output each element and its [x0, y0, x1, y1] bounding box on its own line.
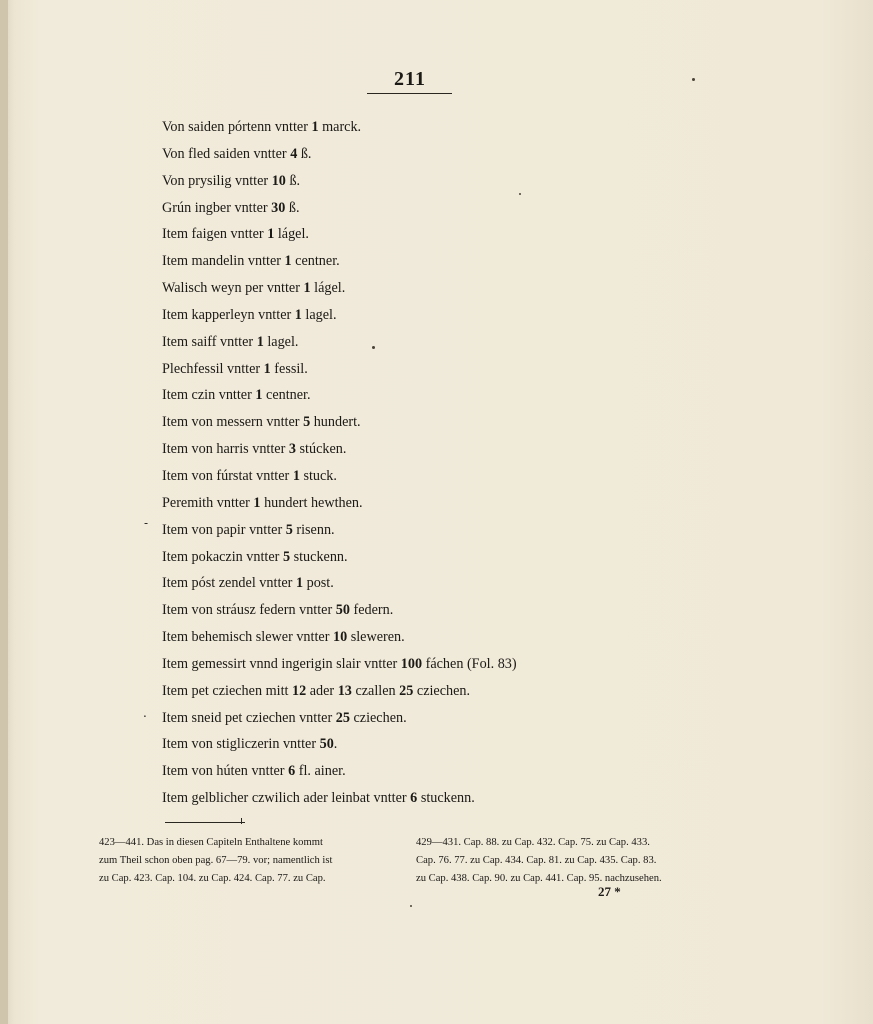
entry-text: lagel.	[263, 333, 299, 350]
entry-text: post.	[303, 575, 334, 592]
entry-text: hundert hewthen.	[260, 494, 363, 511]
entry-text: stuckenn.	[417, 790, 475, 807]
tariff-entry	[162, 597, 802, 624]
tariff-entry	[162, 329, 802, 356]
entry-text: cziechen.	[413, 682, 471, 699]
entry-text: lágel.	[274, 226, 309, 243]
entry-quantity: 1	[294, 306, 302, 323]
entry-text: Item gelblicher czwilich ader leinbat vntter	[162, 790, 411, 807]
entry-text: Item czin vntter	[162, 387, 256, 404]
tariff-list	[162, 114, 802, 812]
entry-text: Plechfessil vntter	[162, 360, 264, 377]
tariff-entry	[162, 302, 802, 329]
margin-dot-mark: .	[143, 706, 147, 720]
entry-text: hundert.	[310, 414, 361, 431]
tariff-entry	[162, 678, 802, 705]
paper-speck	[410, 905, 412, 907]
entry-text: Item sneid pet cziechen vntter	[162, 709, 336, 726]
entry-text: Item von húten vntter	[162, 763, 289, 780]
tariff-entry	[162, 517, 802, 544]
tariff-entry	[162, 141, 802, 168]
entry-quantity: 50	[319, 736, 334, 753]
entry-text: risenn.	[292, 521, 335, 538]
entry-text: Item saiff vntter	[162, 333, 257, 350]
tariff-entry	[162, 221, 802, 248]
entry-text: federn.	[349, 602, 394, 619]
entry-text: stuck.	[299, 467, 337, 484]
tariff-entry	[162, 168, 802, 195]
entry-quantity: 12	[292, 682, 307, 699]
entry-text: ß.	[285, 172, 301, 189]
entry-text: .	[333, 736, 338, 753]
entry-quantity: 6	[288, 763, 296, 780]
entry-quantity: 1	[267, 226, 275, 243]
page-number: 211	[394, 68, 426, 90]
page-number-rule	[367, 93, 452, 94]
entry-quantity: 6	[410, 790, 418, 807]
tariff-entry	[162, 490, 802, 517]
tariff-entry	[162, 248, 802, 275]
entry-text: fessil.	[270, 360, 308, 377]
entry-text: Item von stigliczerin vntter	[162, 736, 320, 753]
entry-quantity: 25	[335, 709, 350, 726]
entry-text: Item kapperleyn vntter	[162, 306, 295, 323]
tariff-entry	[162, 758, 802, 785]
tariff-entry	[162, 409, 802, 436]
entry-text: Von fled saiden vntter	[162, 145, 291, 162]
entry-text: cziechen.	[349, 709, 407, 726]
entry-text: Grún ingber vntter	[162, 199, 272, 216]
entry-text: Item póst zendel vntter	[162, 575, 296, 592]
entry-quantity: 3	[288, 441, 296, 458]
tariff-entry	[162, 570, 802, 597]
entry-quantity: 10	[332, 629, 348, 646]
entry-text: centner.	[262, 387, 311, 404]
footnote-left-column	[99, 834, 404, 888]
entry-quantity: 100	[400, 655, 423, 672]
footnote-right-column	[416, 834, 726, 888]
entry-text: Item von fúrstat vntter	[162, 467, 293, 484]
footnote-line: zu Cap. 423. Cap. 104. zu Cap. 424. Cap. 77. zu Cap.	[99, 873, 326, 884]
tariff-entry	[162, 624, 802, 651]
entry-text: Item von messern vntter	[162, 414, 304, 431]
entry-text: marck.	[318, 119, 362, 135]
entry-text: Item faigen vntter	[162, 226, 268, 243]
entry-quantity: 1	[303, 280, 311, 297]
entry-text: Item von papir vntter	[162, 521, 286, 538]
margin-dash-mark: -	[144, 516, 149, 530]
entry-text: Item behemisch slewer vntter	[162, 629, 333, 646]
tariff-entry	[162, 382, 802, 409]
entry-text: fl. ainer.	[295, 763, 346, 780]
entry-text: lágel.	[310, 280, 346, 297]
entry-text: sleweren.	[347, 629, 405, 646]
entry-text: stuckenn.	[290, 548, 348, 565]
tariff-entry	[162, 544, 802, 571]
entry-quantity: 1	[311, 119, 319, 135]
entry-quantity: 4	[290, 145, 298, 162]
tariff-entry	[162, 705, 802, 732]
tariff-entry	[162, 275, 802, 302]
entry-text: ß.	[285, 199, 300, 216]
entry-quantity: 1	[295, 575, 304, 592]
entry-text: Item von stráusz federn vntter	[162, 602, 336, 619]
entry-quantity: 5	[303, 414, 311, 431]
entry-text: ader	[306, 682, 338, 699]
page-gutter	[0, 0, 8, 1024]
entry-quantity: 1	[263, 360, 271, 377]
paper-speck	[692, 78, 695, 81]
entry-quantity: 50	[335, 602, 350, 619]
tariff-entry	[162, 356, 802, 383]
tariff-entry	[162, 651, 802, 678]
footnote-line: 429—431. Cap. 88. zu Cap. 432. Cap. 75. zu Cap. 433.	[416, 837, 650, 848]
paper-speck	[519, 193, 521, 195]
entry-quantity: 5	[282, 548, 291, 565]
tariff-entry	[162, 114, 802, 141]
entry-text: fáchen (Fol. 83)	[422, 655, 517, 672]
entry-quantity: 5	[285, 521, 293, 538]
entry-text: Von saiden pórtenn vntter	[162, 119, 312, 135]
entry-text: Item pokaczin vntter	[162, 548, 283, 565]
tariff-entry	[162, 785, 802, 812]
tariff-entry	[162, 731, 802, 758]
entry-text: Walisch weyn per vntter	[162, 280, 304, 297]
footnote-line: 423—441. Das in diesen Capiteln Enthaltene kommt	[99, 837, 323, 848]
entry-text: stúcken.	[295, 441, 347, 458]
entry-text: czallen	[351, 682, 400, 699]
entry-quantity: 13	[337, 682, 352, 699]
tariff-entry	[162, 463, 802, 490]
entry-quantity: 1	[255, 387, 263, 404]
entry-text: lagel.	[301, 306, 337, 323]
entry-quantity: 1	[284, 253, 292, 270]
tariff-entry	[162, 195, 802, 222]
footnote-rule	[165, 822, 245, 823]
footnote-line: zum Theil schon oben pag. 67—79. vor; namentlich ist	[99, 855, 333, 866]
entry-quantity: 30	[271, 199, 286, 216]
footnote-line: zu Cap. 438. Cap. 90. zu Cap. 441. Cap. 95. nachzusehen.	[416, 873, 662, 884]
entry-quantity: 10	[271, 172, 286, 189]
footnote-rule-end	[241, 818, 242, 824]
signature-mark: 27 *	[598, 884, 621, 899]
entry-quantity: 1	[256, 333, 264, 350]
entry-text: Item pet cziechen mitt	[162, 682, 292, 699]
footnote-line: Cap. 76. 77. zu Cap. 434. Cap. 81. zu Cap. 435. Cap. 83.	[416, 855, 657, 866]
paper-speck	[372, 346, 375, 349]
entry-quantity: 1	[292, 467, 300, 484]
entry-text: Item von harris vntter	[162, 441, 289, 458]
tariff-entry	[162, 436, 802, 463]
entry-quantity: 1	[253, 494, 261, 511]
entry-text: Item mandelin vntter	[162, 253, 285, 270]
entry-text: ß.	[297, 145, 312, 162]
entry-quantity: 25	[399, 682, 414, 699]
entry-text: Peremith vntter	[162, 494, 254, 511]
entry-text: centner.	[291, 253, 340, 270]
entry-text: Von prysilig vntter	[162, 172, 272, 189]
entry-text: Item gemessirt vnnd ingerigin slair vntter	[162, 655, 401, 672]
